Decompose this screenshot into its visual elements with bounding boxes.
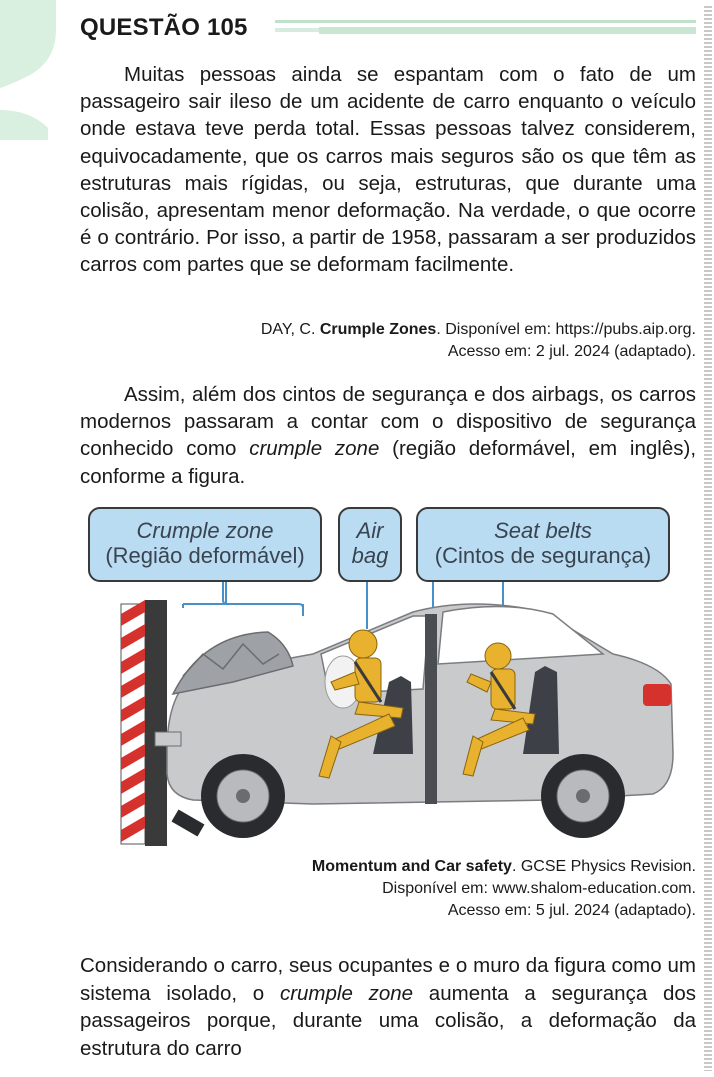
margin-text-strip [704, 6, 712, 1071]
stem-after: aumenta a segurança dos passageiros porque, durante uma colisão, a deformação da estrutura do carro [80, 981, 697, 1060]
corner-decoration [0, 0, 56, 140]
label-air-bag [338, 507, 402, 582]
label-seat-belts-pt: (Cintos de segurança) [434, 543, 652, 568]
citation-momentum [96, 856, 696, 922]
citation-crumple-zones [96, 319, 696, 363]
label-crumple-zone [88, 507, 322, 582]
label-crumple-zone-pt: (Região deformável) [105, 543, 305, 568]
paragraph-question-stem [80, 952, 696, 1062]
citation-author: DAY, C. [260, 321, 320, 338]
citation-access: Acesso em: 2 jul. 2024 (adaptado). [447, 343, 696, 360]
label-seat-belts [416, 507, 670, 582]
stem-term-crumple-zone: crumple zone [279, 981, 414, 1005]
question-header [80, 12, 696, 42]
paragraph-intro: Muitas pessoas ainda se espantam com o fato de um passageiro sair ileso de um acidente de carro enquanto o veículo onde estava teve perda total. Essas pessoas talvez considerem, equivocadamente, que os carros mais seguros são os que têm as estruturas mais rígidas, ou seja, estruturas, que durante uma colisão, apresentam menor deformação. Na verdade, o que ocorre é o contrário. Por isso, a partir de 1958, passaram a ser produzidos carros com partes que se deformam facilmente. [80, 63, 696, 277]
car-safety-figure [83, 504, 683, 849]
label-air: Air [356, 518, 384, 543]
stem-before: Considerando o carro, seus ocupantes e o muro da figura como um sistema isolado, o [80, 954, 696, 1005]
citation2-available: Disponível em: www.shalom-education.com. [382, 880, 696, 897]
paragraph-context-after: (região deformável, em inglês), conforme a figura. [80, 437, 697, 488]
term-crumple-zone: crumple zone [249, 437, 380, 461]
citation2-source: . GCSE Physics Revision. [511, 858, 696, 875]
label-bag: bag [351, 543, 389, 568]
citation-source: . Disponível em: https://pubs.aip.org. [436, 321, 696, 338]
paragraph-context [80, 381, 696, 490]
paragraph-context-before: Assim, além dos cintos de segurança e dos airbags, os carros modernos passaram a contar com o dispositivo de segurança conhecido como [80, 383, 696, 461]
citation2-access: Acesso em: 5 jul. 2024 (adaptado). [447, 902, 696, 919]
citation-title: Crumple Zones [319, 321, 437, 338]
label-seat-belts-en: Seat belts [494, 518, 592, 543]
citation2-title: Momentum and Car safety [311, 858, 512, 875]
header-rule [275, 18, 696, 36]
question-title: QUESTÃO 105 [80, 14, 248, 41]
label-crumple-zone-en: Crumple zone [136, 518, 274, 543]
